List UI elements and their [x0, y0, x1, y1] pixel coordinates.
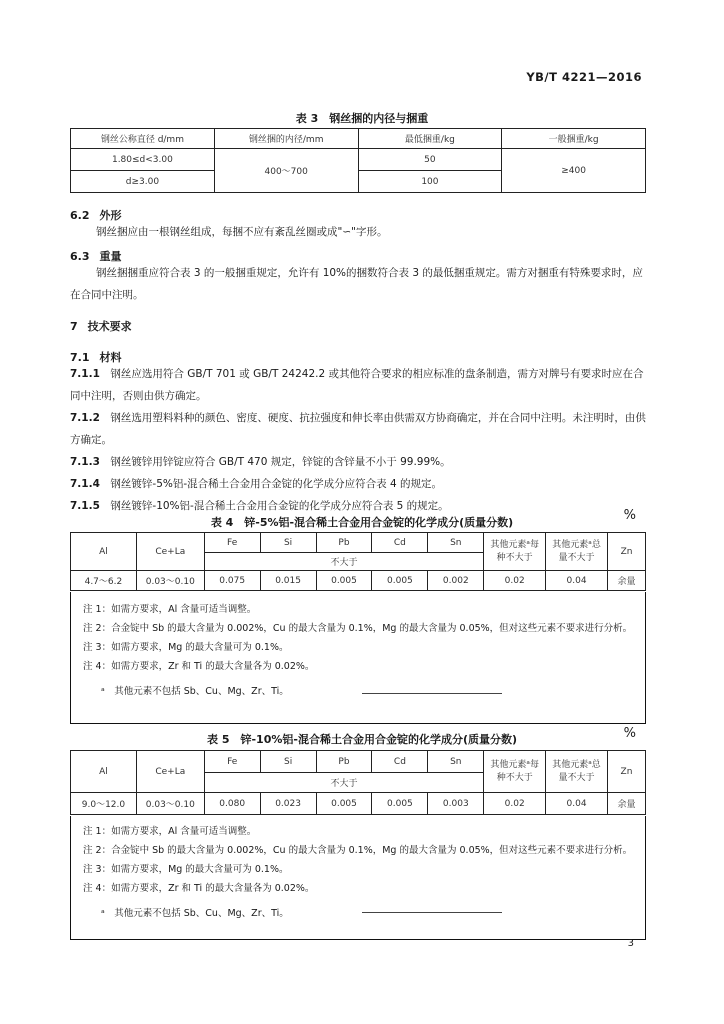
- item-text: 钢丝镀锌用锌锭应符合 GB/T 470 规定，锌锭的含锌量不小于 99.99%。: [110, 456, 451, 468]
- table3-caption: 表 3 钢丝捆的内径与捆重: [295, 112, 429, 125]
- table4-note: 注 1：如需方要求，Al 含量可适当调整。: [83, 604, 257, 615]
- table3-header-min: 最低捆重/kg: [358, 129, 502, 149]
- table4-cell: 0.015: [260, 571, 316, 591]
- table4-header-si: Si: [260, 533, 316, 553]
- table4-header-pb: Pb: [316, 533, 372, 553]
- table5: [70, 750, 646, 815]
- table4-note: 注 2：合金锭中 Sb 的最大含量为 0.002%，Cu 的最大含量为 0.1%，Mg 的最大含量为 0.05%，但对这些元素不要求进行分析。: [83, 623, 633, 634]
- item-7-1-1: [70, 363, 650, 407]
- table3-header-inner: 钢丝捆的内径/mm: [214, 129, 358, 149]
- table5-header-other-each: 其他元素ᵃ每种不大于: [484, 751, 546, 793]
- item-number: 7.1.1: [70, 368, 100, 380]
- standard-number: YB/T 4221—2016: [526, 70, 642, 84]
- table4-header-cela: Ce+La: [136, 533, 204, 571]
- table4-cell: 0.005: [316, 571, 372, 591]
- section-7-heading: [70, 318, 142, 334]
- table3-cell: d≥3.00: [71, 171, 215, 193]
- table3-header-diameter: 钢丝公称直径 d/mm: [71, 129, 215, 149]
- table5-note: 注 4：如需方要求，Zr 和 Ti 的最大含量各为 0.02%。: [83, 883, 315, 894]
- table4-header-fe: Fe: [204, 533, 260, 553]
- table5-cell: 0.080: [204, 793, 260, 815]
- table5-cell: 0.02: [484, 793, 546, 815]
- page-number: 3: [627, 938, 634, 949]
- table5-footnote-divider: [362, 912, 502, 913]
- table4-note: 注 4：如需方要求，Zr 和 Ti 的最大含量各为 0.02%。: [83, 661, 315, 672]
- section-title: 技术要求: [87, 320, 132, 333]
- table3-header-general: 一般捆重/kg: [502, 129, 646, 149]
- item-number: 7.1.3: [70, 456, 100, 468]
- table5-header-al: Al: [71, 751, 137, 793]
- table5-header-si: Si: [260, 751, 316, 773]
- item-number: 7.1.4: [70, 478, 100, 490]
- table3: [70, 128, 646, 193]
- table3-cell: ≥400: [502, 149, 646, 193]
- table3-cell: 100: [358, 171, 502, 193]
- item-number: 7.1.2: [70, 412, 100, 424]
- section-6-3-text: 钢丝捆捆重应符合表 3 的一般捆重规定，允许有 10%的捆数符合表 3 的最低捆重规定。需方对捆重有特殊要求时，应在合同中注明。: [70, 267, 643, 301]
- section-number: 7: [70, 320, 78, 333]
- table4-footnote-divider: [362, 693, 502, 694]
- item-text: 钢丝镀锌-10%铝-混合稀土合金用合金锭的化学成分应符合表 5 的规定。: [110, 500, 449, 512]
- section-title: 材料: [99, 351, 122, 364]
- table5-header-other-total: 其他元素ᵃ总量不大于: [546, 751, 608, 793]
- table4-header-other-total: 其他元素ᵃ总量不大于: [546, 533, 608, 571]
- table3-cell: 50: [358, 149, 502, 171]
- table5-cell: 9.0～12.0: [71, 793, 137, 815]
- item-text: 钢丝应选用符合 GB/T 701 或 GB/T 24242.2 或其他符合要求的相应标准的盘条制造，需方对牌号有要求时应在合同中注明，否则由供方确定。: [70, 368, 644, 402]
- item-7-1-3: [70, 451, 650, 473]
- table4-cell: 0.005: [372, 571, 428, 591]
- table4-cell: 0.03～0.10: [136, 571, 204, 591]
- table4-cell: 0.04: [546, 571, 608, 591]
- item-7-1-4: [70, 473, 650, 495]
- table4-cell: 4.7～6.2: [71, 571, 137, 591]
- item-number: 7.1.5: [70, 500, 100, 512]
- table4-header-sn: Sn: [428, 533, 484, 553]
- table5-note: 注 3：如需方要求，Mg 的最大含量可为 0.1%。: [83, 864, 289, 875]
- table4-header-zn: Zn: [608, 533, 646, 571]
- item-text: 钢丝镀锌-5%铝-混合稀土合金用合金锭的化学成分应符合表 4 的规定。: [110, 478, 442, 490]
- table4-cell: 余量: [608, 571, 646, 591]
- table4-caption: 表 4 锌-5%铝-混合稀土合金用合金锭的化学成分(质量分数): [210, 516, 514, 529]
- table4-note: 注 3：如需方要求，Mg 的最大含量可为 0.1%。: [83, 642, 289, 653]
- section-title: 重量: [99, 250, 122, 263]
- section-number: 7.1: [70, 351, 90, 364]
- table5-cell: 0.03～0.10: [136, 793, 204, 815]
- item-7-1-2: [70, 407, 650, 451]
- table5-header-fe: Fe: [204, 751, 260, 773]
- table5-header-sn: Sn: [428, 751, 484, 773]
- table5-header-zn: Zn: [607, 751, 645, 793]
- table5-caption: 表 5 锌-10%铝-混合稀土合金用合金锭的化学成分(质量分数): [207, 733, 517, 746]
- table4-cell: 0.075: [204, 571, 260, 591]
- table5-cell: 余量: [607, 793, 645, 815]
- table5-notes: [70, 816, 646, 940]
- table4-cell: 0.002: [428, 571, 484, 591]
- section-number: 6.2: [70, 209, 90, 222]
- table5-cell: 0.005: [316, 793, 372, 815]
- table4-cell: 0.02: [484, 571, 546, 591]
- table5-header-not-more: 不大于: [204, 773, 484, 793]
- table4-unit: %: [623, 508, 636, 523]
- table3-cell: 400～700: [214, 149, 358, 193]
- table5-footnote: ᵃ 其他元素不包括 Sb、Cu、Mg、Zr、Ti。: [101, 908, 289, 919]
- section-number: 6.3: [70, 250, 90, 263]
- table4: [70, 532, 646, 591]
- table5-cell: 0.04: [546, 793, 608, 815]
- table3-cell: 1.80≤d<3.00: [71, 149, 215, 171]
- table5-note: 注 2：合金锭中 Sb 的最大含量为 0.002%，Cu 的最大含量为 0.1%，Mg 的最大含量为 0.05%，但对这些元素不要求进行分析。: [83, 845, 633, 856]
- table4-header-al: Al: [71, 533, 137, 571]
- table5-cell: 0.003: [428, 793, 484, 815]
- table5-note: 注 1：如需方要求，Al 含量可适当调整。: [83, 826, 257, 837]
- section-title: 外形: [99, 209, 122, 222]
- table4-header-other-each: 其他元素ᵃ每种不大于: [484, 533, 546, 571]
- section-6-2-text: 钢丝捆应由一根钢丝组成，每捆不应有紊乱丝圈或成"∽"字形。: [96, 226, 388, 238]
- table5-cell: 0.005: [372, 793, 428, 815]
- table5-header-pb: Pb: [316, 751, 372, 773]
- table4-notes: [70, 592, 646, 724]
- table4-header-cd: Cd: [372, 533, 428, 553]
- table5-header-cela: Ce+La: [136, 751, 204, 793]
- table5-header-cd: Cd: [372, 751, 428, 773]
- table4-footnote: ᵃ 其他元素不包括 Sb、Cu、Mg、Zr、Ti。: [101, 686, 289, 697]
- item-text: 钢丝选用塑料料种的颜色、密度、硬度、抗拉强度和伸长率由供需双方协商确定，并在合同中注明。未注明时，由供方确定。: [70, 412, 646, 446]
- table5-cell: 0.023: [260, 793, 316, 815]
- table5-unit: %: [623, 726, 636, 741]
- table4-header-not-more: 不大于: [204, 553, 484, 571]
